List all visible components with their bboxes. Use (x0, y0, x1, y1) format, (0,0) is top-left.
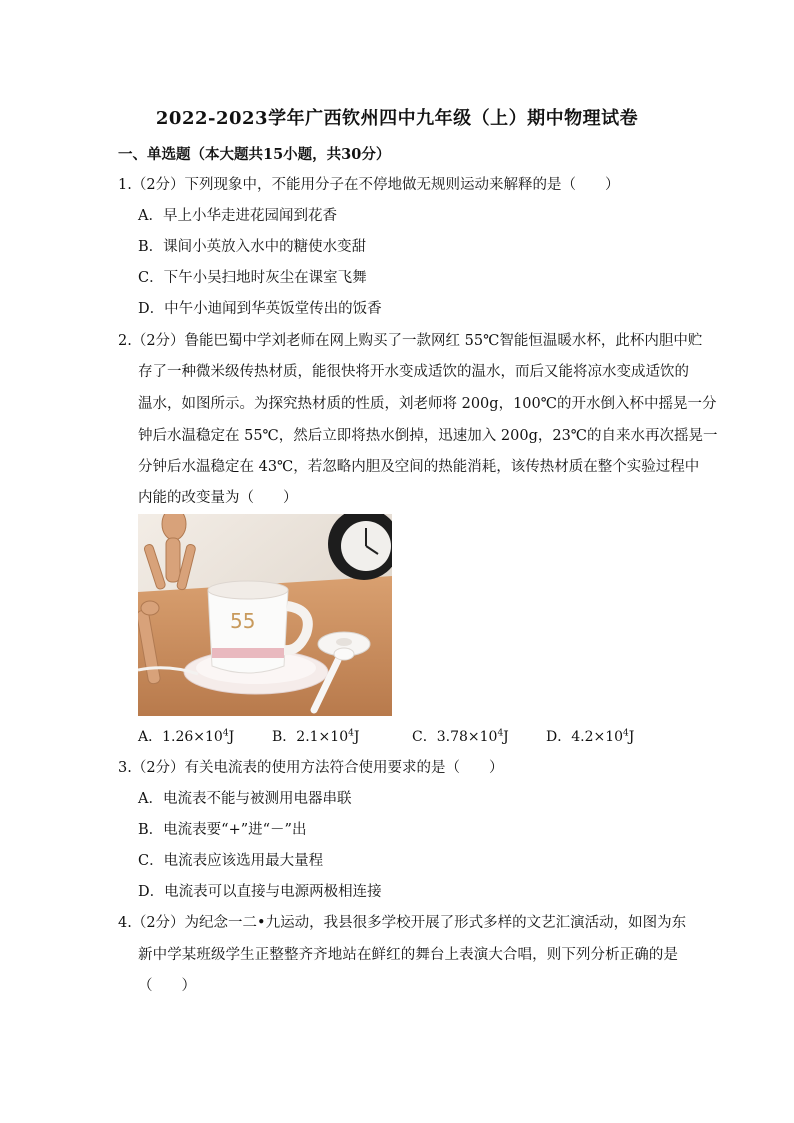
question-2-option-a[interactable] (138, 726, 234, 746)
question-2-line-4: 钟后水温稳定在 55℃，然后立即将热水倒掉，迅速加入 200g，23℃的自来水再次摇晃一 (138, 428, 718, 444)
question-2-line-2: 存了一种微米级传热材质，能很快将开水变成适饮的温水，而后又能将凉水变成适饮的 (138, 364, 689, 380)
option-d-exponent: 4 (623, 728, 629, 739)
question-2-option-d[interactable] (546, 726, 634, 746)
question-1-option-b[interactable]: B．课间小英放入水中的糖使水变甜 (138, 239, 367, 255)
question-2-line-6: 内能的改变量为（ ） (138, 490, 298, 506)
option-a-label: A． (138, 729, 163, 745)
option-d-mantissa: 4.2×10 (571, 729, 624, 745)
option-c-unit: J (503, 729, 509, 745)
question-3-stem: 3.（2分）有关电流表的使用方法符合使用要求的是（ ） (118, 760, 504, 776)
question-4-line-1: 4.（2分）为纪念一二•九运动，我县很多学校开展了形式多样的文艺汇演活动，如图为东 (118, 915, 687, 931)
exam-title: 2022-2023学年广西钦州四中九年级（上）期中物理试卷 (155, 108, 639, 129)
option-b-label: B． (272, 729, 297, 745)
smart-cup-photo (138, 514, 392, 716)
option-b-unit: J (353, 729, 360, 745)
question-2-line-3: 温水，如图所示。为探究热材质的性质，刘老师将 200g，100℃的开水倒入杯中摇晃一分 (138, 396, 717, 412)
option-c-label: C． (412, 729, 437, 745)
question-3-option-d[interactable]: D．电流表可以直接与电源两极相连接 (138, 884, 382, 900)
option-a-mantissa: 1.26×10 (162, 729, 223, 745)
option-d-label: D． (546, 729, 572, 745)
smart-cup-illustration (138, 514, 392, 716)
section-heading: 一、单选题（本大题共15小题，共30分） (118, 146, 391, 163)
cup-temperature-display: 55 (230, 609, 256, 633)
option-b-mantissa: 2.1×10 (296, 729, 349, 745)
question-3-option-c[interactable]: C．电流表应该选用最大量程 (138, 853, 324, 869)
question-1-option-c[interactable]: C．下午小吴扫地时灰尘在课室飞舞 (138, 270, 367, 286)
option-c-exponent: 4 (497, 728, 504, 739)
option-b-exponent: 4 (348, 728, 354, 739)
option-d-unit: J (628, 729, 635, 745)
question-4-line-3: （ ） (138, 978, 196, 994)
question-3-option-b[interactable]: B．电流表要“+”进“－”出 (138, 822, 307, 838)
question-2-line-1: 2.（2分）鲁能巴蜀中学刘老师在网上购买了一款网红 55℃智能恒温暖水杯，此杯内胆中贮 (118, 333, 703, 349)
question-1-stem: 1.（2分）下列现象中，不能用分子在不停地做无规则运动来解释的是（ ） (118, 177, 620, 193)
question-3-option-a[interactable]: A．电流表不能与被测用电器串联 (138, 791, 352, 807)
question-4-line-2: 新中学某班级学生正整整齐齐地站在鲜红的舞台上表演大合唱，则下列分析正确的是 (138, 947, 678, 963)
question-2-option-c[interactable] (412, 726, 509, 746)
option-a-exponent: 4 (222, 728, 229, 739)
question-1-option-d[interactable]: D．中午小迪闻到华英饭堂传出的饭香 (138, 301, 382, 317)
option-c-mantissa: 3.78×10 (436, 729, 498, 745)
option-a-unit: J (228, 729, 235, 745)
question-2-option-b[interactable] (272, 726, 359, 746)
question-1-option-a[interactable]: A．早上小华走进花园闻到花香 (138, 208, 337, 224)
question-2-line-5: 分钟后水温稳定在 43℃，若忽略内胆及空间的热能消耗，该传热材质在整个实验过程中 (138, 459, 700, 475)
